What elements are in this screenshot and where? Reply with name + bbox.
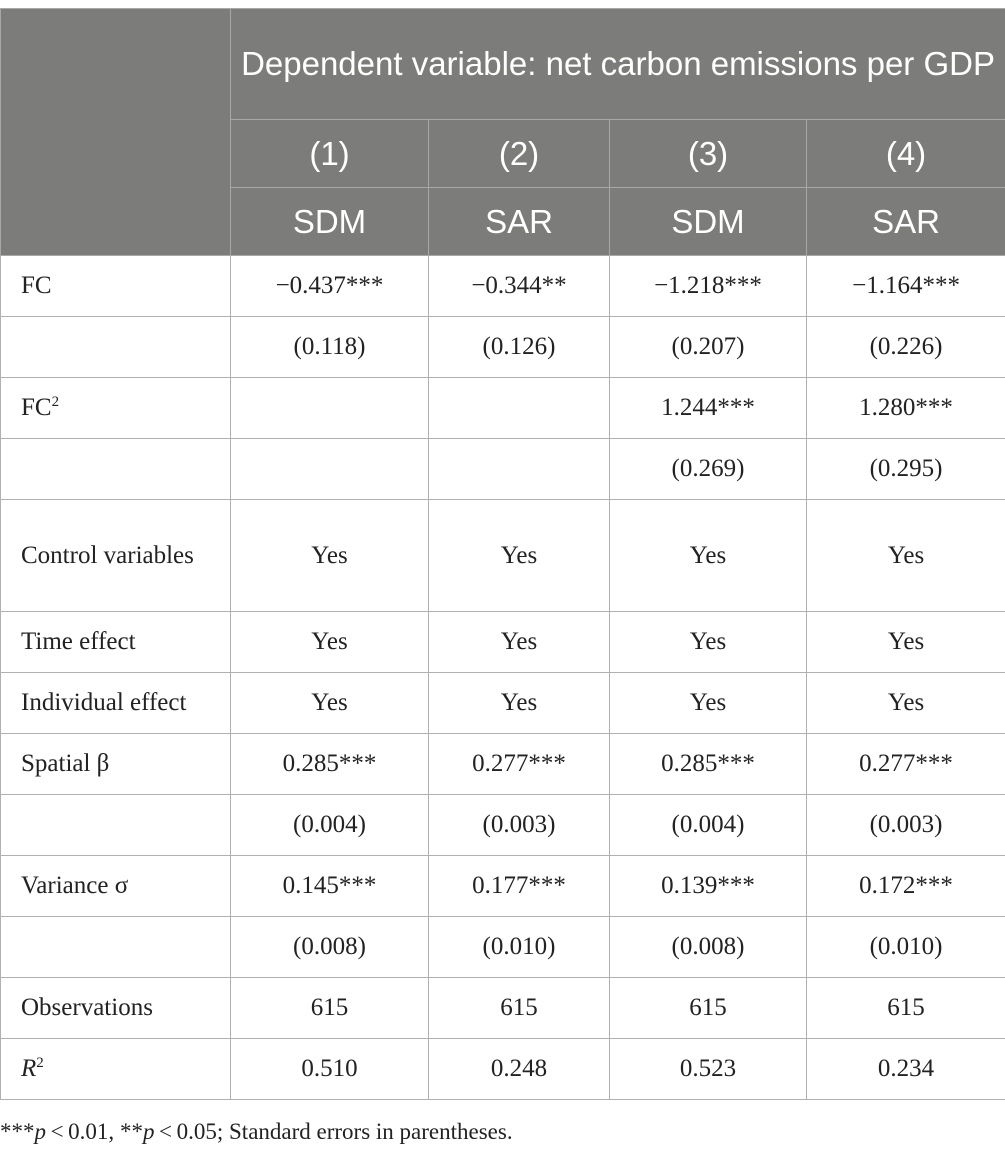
cell-fc-1: −0.437*** [231,256,429,317]
fc-squared-base: FC [21,394,52,421]
cell-fc-se-4: (0.226) [807,317,1005,378]
r-squared-exponent: 2 [36,1055,44,1071]
cell-r2-1: 0.510 [231,1039,429,1100]
row-label-observations: Observations [1,978,231,1039]
cell-spatial-se-3: (0.004) [610,795,807,856]
cell-variance-se-2: (0.010) [429,917,610,978]
cell-time-4: Yes [807,612,1005,673]
cell-fc-4: −1.164*** [807,256,1005,317]
cell-fc2-se-4: (0.295) [807,439,1005,500]
cell-fc2-2 [429,378,610,439]
cell-fc-2: −0.344** [429,256,610,317]
table-row-observations [1,978,1005,1039]
cell-fc-se-1: (0.118) [231,317,429,378]
cell-r2-4: 0.234 [807,1039,1005,1100]
cell-fc-3: −1.218*** [610,256,807,317]
cell-spatial-1: 0.285*** [231,734,429,795]
row-label-empty [1,795,231,856]
cell-individual-1: Yes [231,673,429,734]
column-number-3: (3) [610,120,807,188]
cell-observations-1: 615 [231,978,429,1039]
table-row-control-variables [1,500,1005,612]
cell-fc2-se-1 [231,439,429,500]
header-row-dependent-variable [1,9,1005,120]
cell-spatial-2: 0.277*** [429,734,610,795]
table-row-fc [1,256,1005,317]
cell-r2-3: 0.523 [610,1039,807,1100]
cell-spatial-se-2: (0.003) [429,795,610,856]
footnote-p1-threshold: < 0.01, [46,1119,120,1144]
footnote-p2-stars: ** [119,1119,143,1144]
table-row-r-squared [1,1039,1005,1100]
cell-control-1: Yes [231,500,429,612]
cell-individual-3: Yes [610,673,807,734]
model-label-2: SAR [429,188,610,256]
cell-variance-1: 0.145*** [231,856,429,917]
footnote-p1-variable: p [34,1119,46,1144]
model-label-3: SDM [610,188,807,256]
cell-individual-4: Yes [807,673,1005,734]
table-row-spatial-beta [1,734,1005,795]
cell-fc2-se-3: (0.269) [610,439,807,500]
column-number-4: (4) [807,120,1005,188]
column-number-2: (2) [429,120,610,188]
cell-time-1: Yes [231,612,429,673]
cell-fc2-se-2 [429,439,610,500]
cell-r2-2: 0.248 [429,1039,610,1100]
cell-control-3: Yes [610,500,807,612]
footnote-p2-variable: p [142,1119,155,1144]
regression-results-table [0,8,1005,1100]
cell-variance-4: 0.172*** [807,856,1005,917]
cell-control-2: Yes [429,500,610,612]
model-label-4: SAR [807,188,1005,256]
table-row-fc-se [1,317,1005,378]
cell-fc2-1 [231,378,429,439]
table-row-variance-sigma-se [1,917,1005,978]
row-label-variance-sigma: Variance σ [1,856,231,917]
table-footnote [0,1119,513,1145]
footnote-p2-threshold: < 0.05; Standard errors in parentheses. [154,1119,513,1144]
cell-variance-3: 0.139*** [610,856,807,917]
table-row-spatial-beta-se [1,795,1005,856]
dependent-variable-header: Dependent variable: net carbon emissions per GDP [231,9,1005,120]
cell-observations-2: 615 [429,978,610,1039]
cell-fc2-4: 1.280*** [807,378,1005,439]
row-label-control-variables: Control variables [1,500,231,612]
cell-variance-se-4: (0.010) [807,917,1005,978]
cell-fc-se-3: (0.207) [610,317,807,378]
table-row-fc-squared [1,378,1005,439]
table-row-individual-effect [1,673,1005,734]
row-label-r-squared [1,1039,231,1100]
r-squared-base: R [21,1055,37,1082]
cell-variance-se-3: (0.008) [610,917,807,978]
footnote-p1-stars: *** [0,1119,35,1144]
cell-spatial-se-1: (0.004) [231,795,429,856]
table-row-variance-sigma [1,856,1005,917]
cell-individual-2: Yes [429,673,610,734]
cell-variance-se-1: (0.008) [231,917,429,978]
row-label-time-effect: Time effect [1,612,231,673]
row-label-individual-effect: Individual effect [1,673,231,734]
cell-variance-2: 0.177*** [429,856,610,917]
cell-fc-se-2: (0.126) [429,317,610,378]
row-label-empty [1,317,231,378]
cell-control-4: Yes [807,500,1005,612]
cell-spatial-se-4: (0.003) [807,795,1005,856]
cell-spatial-4: 0.277*** [807,734,1005,795]
row-label-empty [1,439,231,500]
cell-time-3: Yes [610,612,807,673]
row-label-empty [1,917,231,978]
fc-squared-exponent: 2 [51,394,60,410]
row-label-spatial-beta: Spatial β [1,734,231,795]
cell-observations-3: 615 [610,978,807,1039]
column-number-1: (1) [231,120,429,188]
header-corner-cell [1,9,231,256]
model-label-1: SDM [231,188,429,256]
row-label-fc: FC [1,256,231,317]
row-label-fc-squared [1,378,231,439]
cell-observations-4: 615 [807,978,1005,1039]
table-row-fc-squared-se [1,439,1005,500]
table-row-time-effect [1,612,1005,673]
cell-fc2-3: 1.244*** [610,378,807,439]
cell-spatial-3: 0.285*** [610,734,807,795]
cell-time-2: Yes [429,612,610,673]
